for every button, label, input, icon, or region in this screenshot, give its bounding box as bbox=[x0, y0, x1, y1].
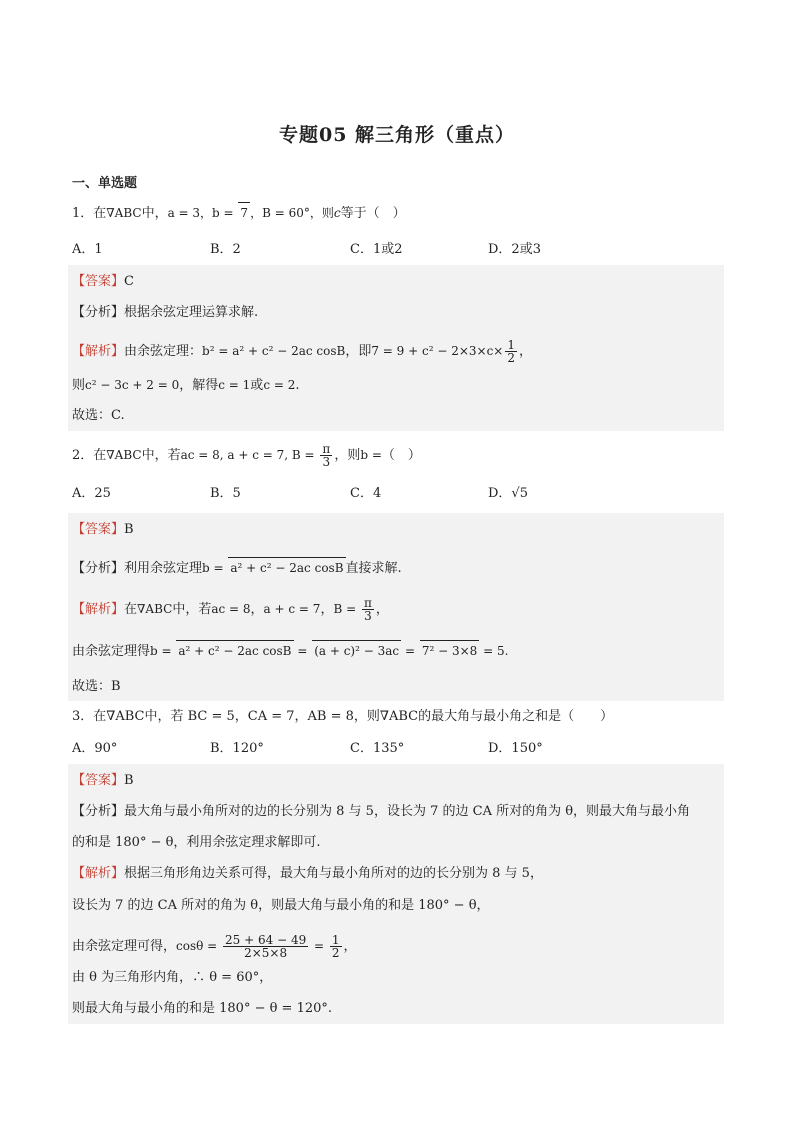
question-1-analysis: 【分析】根据余弦定理运算求解. bbox=[72, 305, 259, 320]
option-b[interactable]: B．5 bbox=[210, 486, 241, 501]
option-c[interactable]: C．135° bbox=[350, 741, 405, 756]
question-3-analysis-line-1: 【分析】最大角与最小角所对的边的长分别为 8 与 5，设长为 7 的边 CA 所对的角为 θ，则最大角与最小角 bbox=[72, 804, 691, 819]
section-heading: 一、单选题 bbox=[72, 176, 138, 191]
question-1-solution-line-2: 则c² − 3c + 2 = 0，解得c = 1或c = 2. bbox=[72, 378, 300, 393]
fraction: $\frac{\pi}{3}$ bbox=[322, 442, 331, 469]
question-3-solution-line-4: 由 θ 为三角形内角，∴ θ = 60°， bbox=[72, 970, 273, 985]
option-d[interactable]: D．150° bbox=[488, 741, 543, 756]
question-1-stem: 1．在∇ABC中，a = 3，b = 7 ，B = 60°，则c等于（ ） bbox=[72, 202, 406, 224]
fraction: $\frac{1}{2}$ bbox=[331, 933, 340, 960]
question-3-solution-line-5: 则最大角与最小角的和是 180° − θ = 120°. bbox=[72, 1001, 333, 1016]
question-1-answer: 【答案】C bbox=[72, 274, 134, 289]
option-a[interactable]: A．25 bbox=[72, 486, 111, 501]
option-d[interactable]: D．√5 bbox=[488, 486, 528, 501]
question-3-solution-line-3: 由余弦定理可得，cosθ = $\frac{25 + 64 - 49}{2\times 5\times 8}$ = $\frac{1}{2}$ ， bbox=[72, 933, 357, 960]
question-2-answer: 【答案】B bbox=[72, 522, 134, 537]
question-2-solution-line-2: 由余弦定理得b = a² + c² − 2ac cosB = (a + c)² − 3ac = 7² − 3×8 = 5. bbox=[72, 640, 508, 662]
question-2-analysis: 【分析】利用余弦定理b = a² + c² − 2ac cosB 直接求解. bbox=[72, 557, 402, 579]
option-d[interactable]: D．2或3 bbox=[488, 242, 541, 257]
fraction: $\frac{\pi}{3}$ bbox=[363, 596, 372, 623]
option-c[interactable]: C．1或2 bbox=[350, 242, 403, 257]
question-2-choice: 故选：B bbox=[72, 679, 121, 694]
option-b[interactable]: B．120° bbox=[210, 741, 264, 756]
question-3-stem: 3．在∇ABC中，若 BC = 5，CA = 7，AB = 8，则∇ABC的最大角与最小角之和是（ ） bbox=[72, 709, 614, 724]
page-title: 专题05 解三角形（重点） bbox=[278, 124, 516, 146]
option-a[interactable]: A．1 bbox=[72, 242, 103, 257]
option-c[interactable]: C．4 bbox=[350, 486, 382, 501]
fraction: $\frac{25 + 64 - 49}{2\times 5\times 8}$ bbox=[225, 933, 307, 960]
question-1-solution-line-1: 【解析】由余弦定理：b² = a² + c² − 2ac cosB，即7 = 9 + c² − 2×3×c× $\frac{1}{2}$ ， bbox=[72, 338, 533, 365]
question-2-stem: 2．在∇ABC中，若ac = 8, a + c = 7, B = $\frac{\pi}{3}$ ，则b =（ ） bbox=[72, 442, 421, 469]
question-3-analysis-line-2: 的和是 180° − θ，利用余弦定理求解即可. bbox=[72, 835, 321, 850]
fraction: $\frac{1}{2}$ bbox=[507, 338, 515, 365]
question-3-solution-line-1: 【解析】根据三角形角边关系可得，最大角与最小角所对的边的长分别为 8 与 5， bbox=[72, 866, 543, 881]
question-3-solution-line-2: 设长为 7 的边 CA 所对的角为 θ，则最大角与最小角的和是 180° − θ， bbox=[72, 898, 490, 913]
question-1-choice: 故选：C. bbox=[72, 408, 125, 423]
option-b[interactable]: B．2 bbox=[210, 242, 241, 257]
question-3-answer: 【答案】B bbox=[72, 773, 134, 788]
option-a[interactable]: A．90° bbox=[72, 741, 118, 756]
question-2-solution-line-1: 【解析】在∇ABC中，若ac = 8，a + c = 7，B = $\frac{\pi}{3}$ ， bbox=[72, 596, 389, 623]
